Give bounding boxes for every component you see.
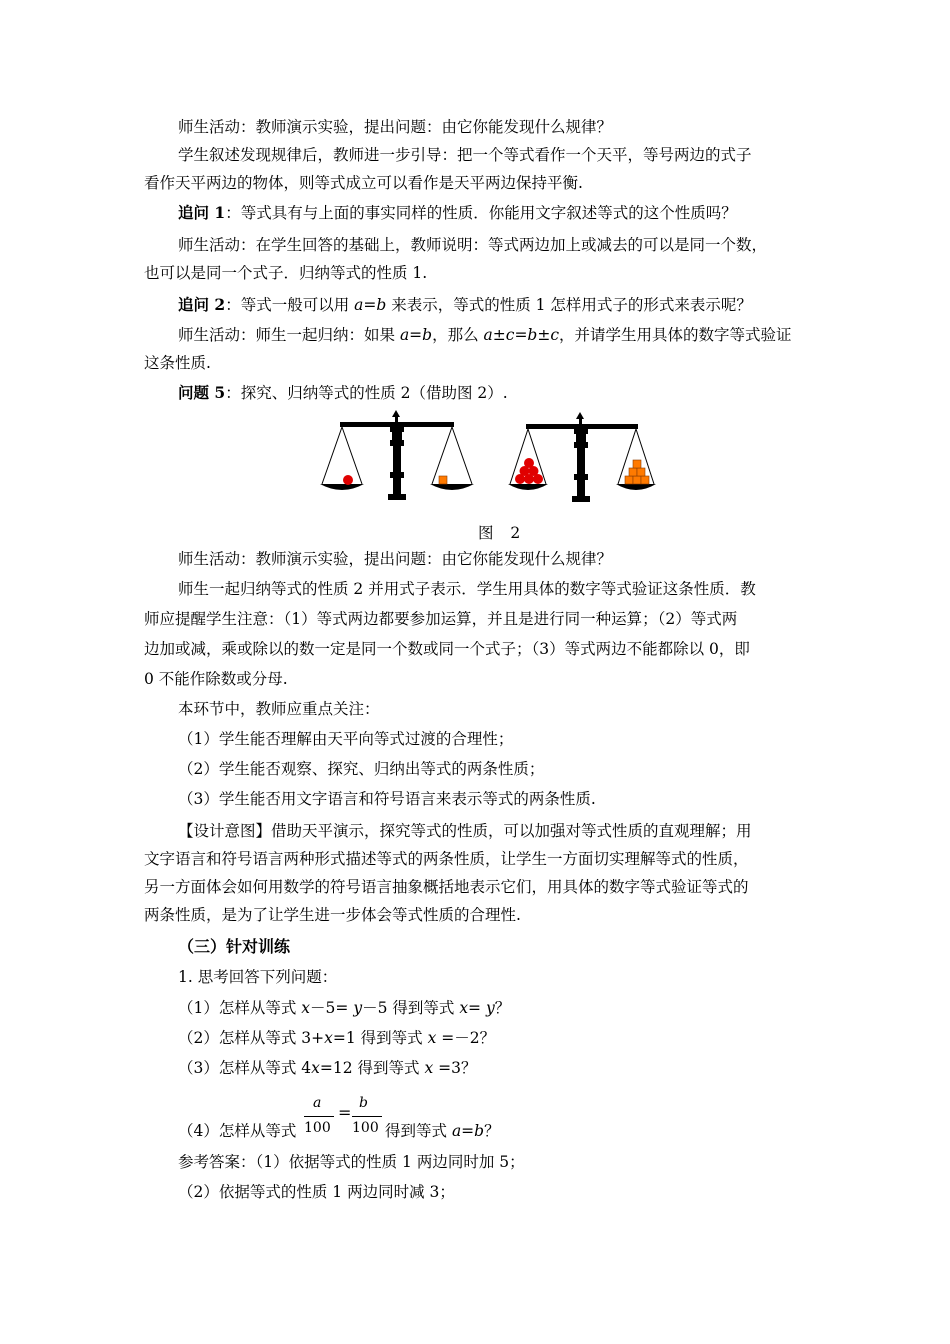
followup-label: 追问 2: [178, 295, 226, 314]
paragraph-line: 本环节中，教师应重点关注：: [178, 700, 380, 718]
math-expression: a=b: [399, 326, 433, 344]
paragraph-line: [178, 325, 792, 345]
question-text: =12 得到等式: [319, 1059, 425, 1077]
math-variable: x: [324, 1029, 333, 1047]
paragraph-text: ，那么: [432, 326, 484, 344]
paragraph-line: [178, 383, 508, 403]
list-item: （2）学生能否观察、探究、归纳出等式的两条性质；: [178, 760, 545, 778]
paragraph-line: 师生活动：教师演示实验，提出问题：由它你能发现什么规律？: [178, 550, 613, 568]
question-text: （3）怎样从等式 4: [178, 1059, 312, 1077]
list-item: （1）学生能否理解由天平向等式过渡的合理性；: [178, 730, 514, 748]
right-balance: [508, 412, 656, 502]
paragraph-line: 这条性质.: [144, 354, 211, 372]
question-label: 问题 5: [178, 383, 226, 402]
list-item: （3）学生能否用文字语言和符号语言来表示等式的两条性质.: [178, 790, 596, 808]
question-text: =3？: [433, 1059, 477, 1077]
red-ball-icon: [343, 475, 353, 485]
paragraph-line: 师生活动：在学生回答的基础上，教师说明：等式两边加上或减去的可以是同一个数，: [178, 236, 768, 254]
question-text: ？: [494, 999, 511, 1017]
left-balance: [320, 410, 474, 500]
math-variable: y: [353, 999, 363, 1017]
math-expression: a=b: [451, 1122, 485, 1140]
answer-line: 参考答案：（1）依据等式的性质 1 两边同时加 5；: [178, 1153, 525, 1171]
question-line: [178, 1058, 477, 1078]
design-intent-line: 另一方面体会如何用数学的符号语言抽象概括地表示它们，用具体的数字等式验证等式的: [144, 878, 749, 896]
paragraph-text: ：等式一般可以用: [225, 296, 355, 314]
question-line: [178, 1028, 495, 1048]
orange-cube-icon: [439, 476, 447, 484]
question-text: －5=: [310, 999, 354, 1017]
question-text: －5 得到等式: [362, 999, 460, 1017]
section-heading: （三）针对训练: [178, 937, 291, 956]
answer-line: （2）依据等式的性质 1 两边同时减 3；: [178, 1183, 455, 1201]
question-line: （4）怎样从等式: [178, 1122, 297, 1140]
fraction-bar: [352, 1116, 382, 1117]
paragraph-text: 师生活动：师生一起归纳：如果: [178, 326, 400, 344]
paragraph-text: ，并请学生用具体的数字等式验证: [559, 326, 792, 344]
paragraph-line: 边加或减，乘或除以的数一定是同一个数或同一个式子；（3）等式两边不能都除以 0，即: [144, 640, 750, 658]
followup-label: 追问 1: [178, 203, 226, 222]
paragraph-text: 来表示，等式的性质 1 怎样用式子的形式来表示呢？: [386, 296, 752, 314]
orange-cube-stack-icon: [625, 460, 649, 484]
question-line: 1. 思考回答下列问题：: [178, 968, 338, 986]
fraction-numerator: b: [359, 1095, 368, 1111]
question-text: 得到等式: [385, 1122, 452, 1140]
math-expression: x= y: [459, 999, 495, 1017]
design-intent-line: 文字语言和符号语言两种形式描述等式的两条性质，让学生一方面切实理解等式的性质，: [144, 850, 749, 868]
paragraph-line: 0 不能作除数或分母.: [144, 670, 288, 688]
figure-caption: 图 2: [478, 524, 527, 542]
fraction-denominator: 100: [352, 1120, 379, 1136]
question-text: （1）怎样从等式: [178, 999, 302, 1017]
paragraph-line: 师生活动：教师演示实验，提出问题：由它你能发现什么规律？: [178, 118, 613, 136]
question-line: [385, 1121, 500, 1141]
math-variable: x: [301, 999, 311, 1017]
paragraph-line: 师生一起归纳等式的性质 2 并用式子表示．学生用具体的数字等式验证这条性质．教: [178, 580, 756, 598]
question-line: [178, 998, 510, 1018]
paragraph-line: 也可以是同一个式子．归纳等式的性质 1.: [144, 264, 428, 282]
paragraph-line: 学生叙述发现规律后，教师进一步引导：把一个等式看作一个天平，等号两边的式子: [178, 146, 752, 164]
math-expression: a=b: [354, 296, 387, 314]
design-intent-line: 【设计意图】借助天平演示，探究等式的性质，可以加强对等式性质的直观理解；用: [178, 822, 752, 840]
math-expression: a±c=b±c: [483, 326, 560, 344]
question-text: ？: [484, 1122, 500, 1140]
balance-figure: [318, 410, 658, 510]
fraction-denominator: 100: [304, 1120, 331, 1136]
math-variable: x: [311, 1059, 320, 1077]
paragraph-line: 师应提醒学生注意：（1）等式两边都要参加运算，并且是进行同一种运算；（2）等式两: [144, 610, 738, 628]
fraction-bar: [304, 1116, 334, 1117]
paragraph-text: ：探究、归纳等式的性质 2（借助图 2）.: [225, 384, 508, 402]
paragraph-text: ：等式具有与上面的事实同样的性质．你能用文字叙述等式的这个性质吗？: [225, 204, 737, 222]
paragraph-line: [178, 203, 737, 223]
paragraph-line: 看作天平两边的物体，则等式成立可以看作是天平两边保持平衡.: [144, 174, 583, 192]
math-variable: x: [424, 1059, 434, 1077]
math-variable: x: [427, 1029, 437, 1047]
fraction-numerator: a: [313, 1095, 322, 1111]
paragraph-line: [178, 295, 752, 315]
question-text: =1 得到等式: [332, 1029, 428, 1047]
question-text: （2）怎样从等式 3+: [178, 1029, 325, 1047]
design-intent-line: 两条性质，是为了让学生进一步体会等式性质的合理性.: [144, 906, 521, 924]
equals-sign: =: [338, 1103, 352, 1122]
question-text: =－2？: [436, 1029, 496, 1047]
